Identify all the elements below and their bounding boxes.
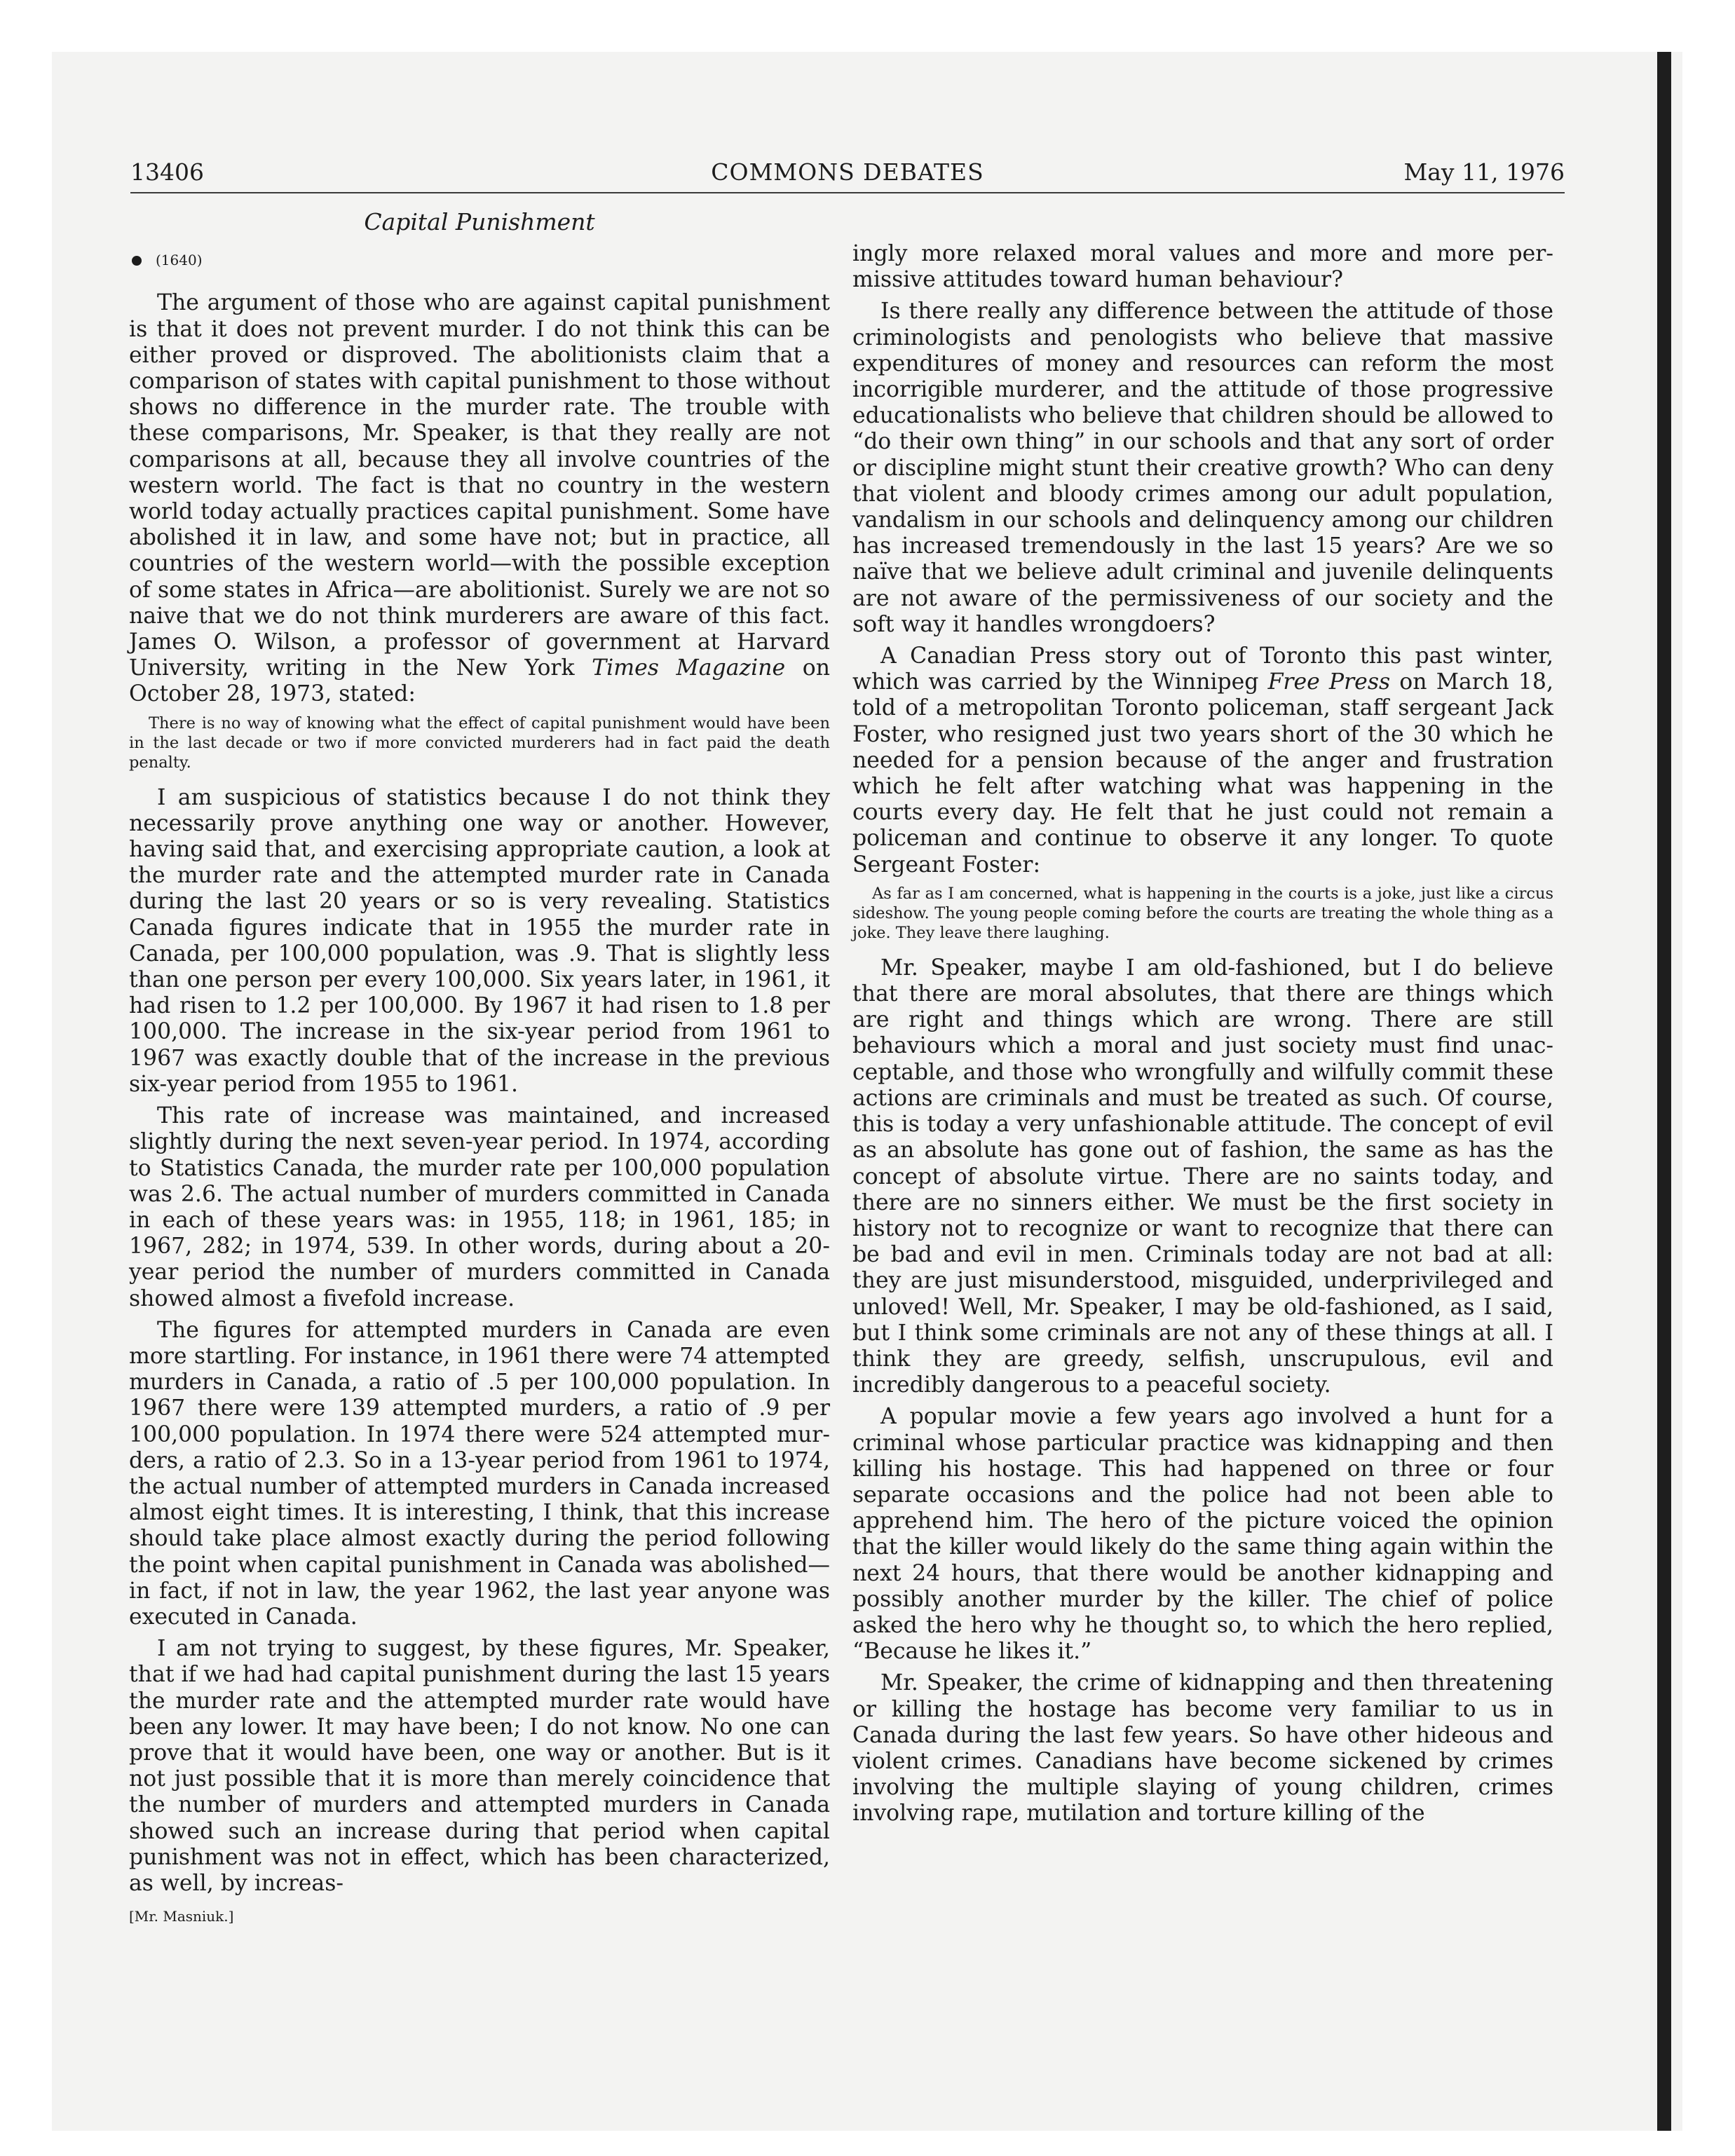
time-label: (1640) <box>156 252 203 269</box>
page-edge-shadow <box>1657 52 1671 2131</box>
paragraph: Is there really any difference between the attitude of those criminologists and penologists who believe that massive expenditures of money and resources can reform the most incorrigible murderer, and the attitude of those progressive educationalists who believe that children should be allowed to “do their own thing” in our schools and that any sort of order or discipline might stunt their creative growth? Who can deny that violent and bloody crimes among our adult population, vandalism in our schools and delinquency among our children has increased tremendously in the last 15 years? Are we so naïve that we believe adult criminal and juvenile delinquents are not aware of the permissiveness of our society and the soft way it handles wrongdoers? <box>852 299 1553 637</box>
block-quote: As far as I am concerned, what is happening in the courts is a joke, just like a circus sideshow. The young people coming before the courts are treating the whole thing as a joke. They leave there laughing. <box>852 884 1553 942</box>
paragraph: A Canadian Press story out of Toronto this past winter, which was carried by the Winnipeg Free Press on March 18, told of a metropolitan Toronto policeman, staff sergeant Jack Foster, who resigned just two years short of the 30 which he needed for a pension because of the anger and frustration which he felt after watching what was happening in the courts every day. He felt that he just could not remain a policeman and continue to observe it any longer. To quote Sergeant Foster: <box>852 643 1553 878</box>
paragraph: I am suspicious of statistics because I do not think they necessarily prove anything one way or another. However, having said that, and exercising appropriate caution, a look at the murder rate and the attempted murder rate in Canada during the last 20 years or so is very revealing. Statistics Canada figures indicate that in 1955 the murder rate in Canada, per 100,000 population, was .9. That is slightly less than one person per every 100,000. Six years later, in 1961, it had risen to 1.2 per 100,000. By 1967 it had risen to 1.8 per 100,000. The increase in the six-year period from 1961 to 1967 was exactly double that of the increase in the previous six-year period from 1955 to 1961. <box>129 784 830 1097</box>
publication-date: May 11, 1976 <box>1403 158 1565 186</box>
page-header <box>130 158 1565 193</box>
time-marker <box>129 247 830 273</box>
right-column <box>852 241 1553 1833</box>
paragraph: A popular movie a few years ago involved a hunt for a criminal whose particular practice was kidnapping and then killing his hostage. This had happened on three or four separate occasions and the police had not been able to apprehend him. The hero of the picture voiced the opinion that the killer would likely do the same thing again within the next 24 hours, that there would be another kidnapping and possibly another murder by the killer. The chief of police asked the hero why he thought so, to which the hero replied, “Because he likes it.” <box>852 1404 1553 1665</box>
page-number: 13406 <box>130 158 204 186</box>
paragraph: This rate of increase was maintained, and increased slightly during the next seven-year period. In 1974, according to Statistics Canada, the murder rate per 100,000 population was 2.6. The actual number of murders committed in Canada in each of these years was: in 1955, 118; in 1961, 185; in 1967, 282; in 1974, 539. In other words, during about a 20-year period the number of murders committed in Canada showed almost a fivefold increase. <box>129 1103 830 1311</box>
left-column <box>129 209 830 1930</box>
paragraph: Mr. Speaker, the crime of kidnapping and then threatening or killing the hostage has become very familiar to us in Canada during the last few years. So have other hideous and violent crimes. Canadians have become sickened by crimes involving the multiple slaying of young children, crimes involving rape, mutilation and torture killing of the <box>852 1670 1553 1827</box>
paragraph: ingly more relaxed moral values and more and more permissive attitudes toward human behaviour? <box>852 241 1553 293</box>
block-quote: There is no way of knowing what the effect of capital punishment would have been in the last decade or two if more convicted murderers had in fact paid the death penalty. <box>129 714 830 772</box>
paragraph: The figures for attempted murders in Canada are even more startling. For instance, in 1961 there were 74 attempted murders in Canada, a ratio of .5 per 100,000 population. In 1967 there were 139 attempted murders, a ratio of .9 per 100,000 population. In 1974 there were 524 attempted murders, a ratio of 2.3. So in a 13-year period from 1961 to 1974, the actual number of attempted murders in Canada increased almost eight times. It is interesting, I think, that this increase should take place almost exactly during the period following the point when capital punishment in Canada was abolished—in fact, if not in law, the year 1962, the last year anyone was executed in Canada. <box>129 1317 830 1630</box>
bullet-icon <box>132 256 142 266</box>
paragraph: The argument of those who are against capital punishment is that it does not prevent murder. I do not think this can be either proved or disproved. The abolitionists claim that a comparison of states with capital punishment to those without shows no difference in the murder rate. The trouble with these comparisons, Mr. Speaker, is that they really are not comparisons at all, because they all involve countries of the western world. The fact is that no country in the western world today actually practices capital punishment. Some have abolished it in law, and some have not; but in practice, all countries of the western world—with the possible exception of some states in Africa—are abolitionist. Surely we are not so naive that we do not think murderers are aware of this fact. James O. Wilson, a professor of government at Harvard University, writing in the New York Times Magazine on October 28, 1973, stated: <box>129 290 830 707</box>
paragraph: Mr. Speaker, maybe I am old-fashioned, but I do believe that there are moral absolutes, that there are things which are right and things which are wrong. There are still behaviours which a moral and just society must find unacceptable, and those who wrongfully and wilfully commit these actions are criminals and must be treated as such. Of course, this is today a very unfashionable attitude. The concept of evil as an absolute has gone out of fashion, the same as has the concept of absolute virtue. There are no saints today, and there are no sinners either. We must be the first society in history not to recognize or want to recognize that there can be bad and evil in men. Criminals today are not bad at all: they are just misunderstood, misguided, underprivileged and unloved! Well, Mr. Speaker, I may be old-fashioned, as I said, but I think some criminals are not any of these things at all. I think they are greedy, selfish, unscrupulous, evil and incredibly dangerous to a peaceful society. <box>852 955 1553 1398</box>
publication-title: COMMONS DEBATES <box>711 158 984 186</box>
paragraph: I am not trying to suggest, by these figures, Mr. Speaker, that if we had had capital punishment during the last 15 years the murder rate and the attempted murder rate would have been any lower. It may have been; I do not know. No one can prove that it would have been, one way or another. But is it not just possible that it is more than merely coincidence that the number of murders and attempted murders in Canada showed such an increase during that period when capital punishment was not in effect, which has been characterized, as well, by increas- <box>129 1636 830 1896</box>
speaker-attribution: [Mr. Masniuk.] <box>129 1908 234 1925</box>
section-title: Capital Punishment <box>364 208 595 236</box>
